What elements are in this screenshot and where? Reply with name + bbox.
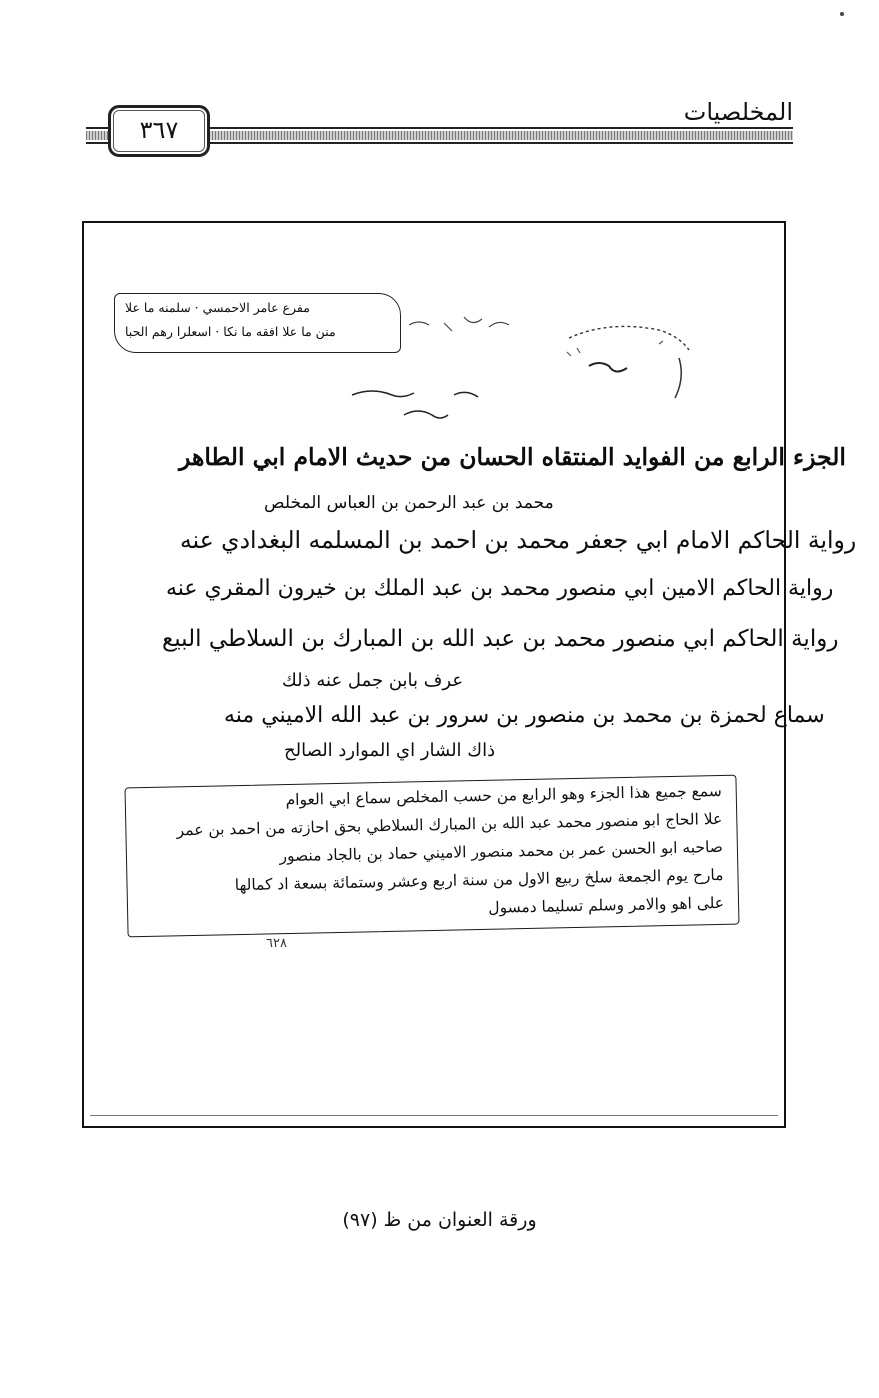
ownership-note-line: مفرع عامر الاحمسي · سلمنه ما علا [125, 300, 310, 315]
ownership-note-line: منن ما علا افقه ما نكا · اسعلرا رهم الحبا [125, 324, 336, 339]
title-line: عرف بابن جمل عنه ذلك [282, 670, 464, 691]
audition-note-line: مارح يوم الجمعة سلخ ربيع الاول من سنة اربع وعشر وستمائة بسعة اد كمالها [234, 865, 724, 895]
folio-mark: ٦٢٨ [266, 936, 287, 951]
plate-rule [90, 1115, 778, 1116]
audition-note-line: علا الحاج ابو منصور محمد عبد الله بن المبارك السلاطي بحق احازته من احمد بن عمر [176, 809, 723, 840]
audition-note-line: سمع جميع هذا الجزء وهو الرابع من حسب المخلص سماع ابي العوام [285, 781, 722, 810]
running-title: المخلصيات [683, 98, 793, 126]
faint-scribble [404, 305, 514, 345]
title-line: رواية الحاكم الامام ابي جعفر محمد بن احمد بن المسلمه البغدادي عنه [180, 526, 857, 554]
title-line: رواية الحاكم الامين ابي منصور محمد بن عبد الملك بن خيرون المقري عنه [166, 576, 834, 601]
ownership-note-box [114, 293, 401, 353]
running-header [0, 0, 879, 160]
title-line: الجزء الرابع من الفوايد المنتقاه الحسان من حديث الامام ابي الطاهر [179, 443, 846, 471]
scan-speck [840, 12, 844, 16]
title-line: رواية الحاكم ابي منصور محمد بن عبد الله بن المبارك بن السلاطي البيع [162, 626, 839, 652]
page-number: ٣٦٧ [139, 116, 179, 144]
title-line: سماع لحمزة بن محمد بن منصور بن سرور بن عبد الله الاميني منه [224, 703, 825, 728]
manuscript-plate [82, 221, 857, 1128]
audition-note-line: صاحبه ابو الحسن عمر بن محمد منصور الاميني حماد بن بالجاد منصور [279, 837, 724, 866]
faint-scribble [344, 381, 504, 431]
title-line: محمد بن عبد الرحمن بن العباس المخلص [264, 493, 554, 513]
title-line: ذاك الشار اي الموارد الصالح [284, 740, 496, 761]
library-stamp [559, 318, 694, 403]
page-number-box [108, 105, 210, 157]
audition-note-line: على اهو والامر وسلم تسليما دمسول [488, 893, 725, 917]
audition-note-box [124, 775, 739, 938]
figure-caption: ورقة العنوان من ظ (٩٧) [342, 1209, 537, 1231]
